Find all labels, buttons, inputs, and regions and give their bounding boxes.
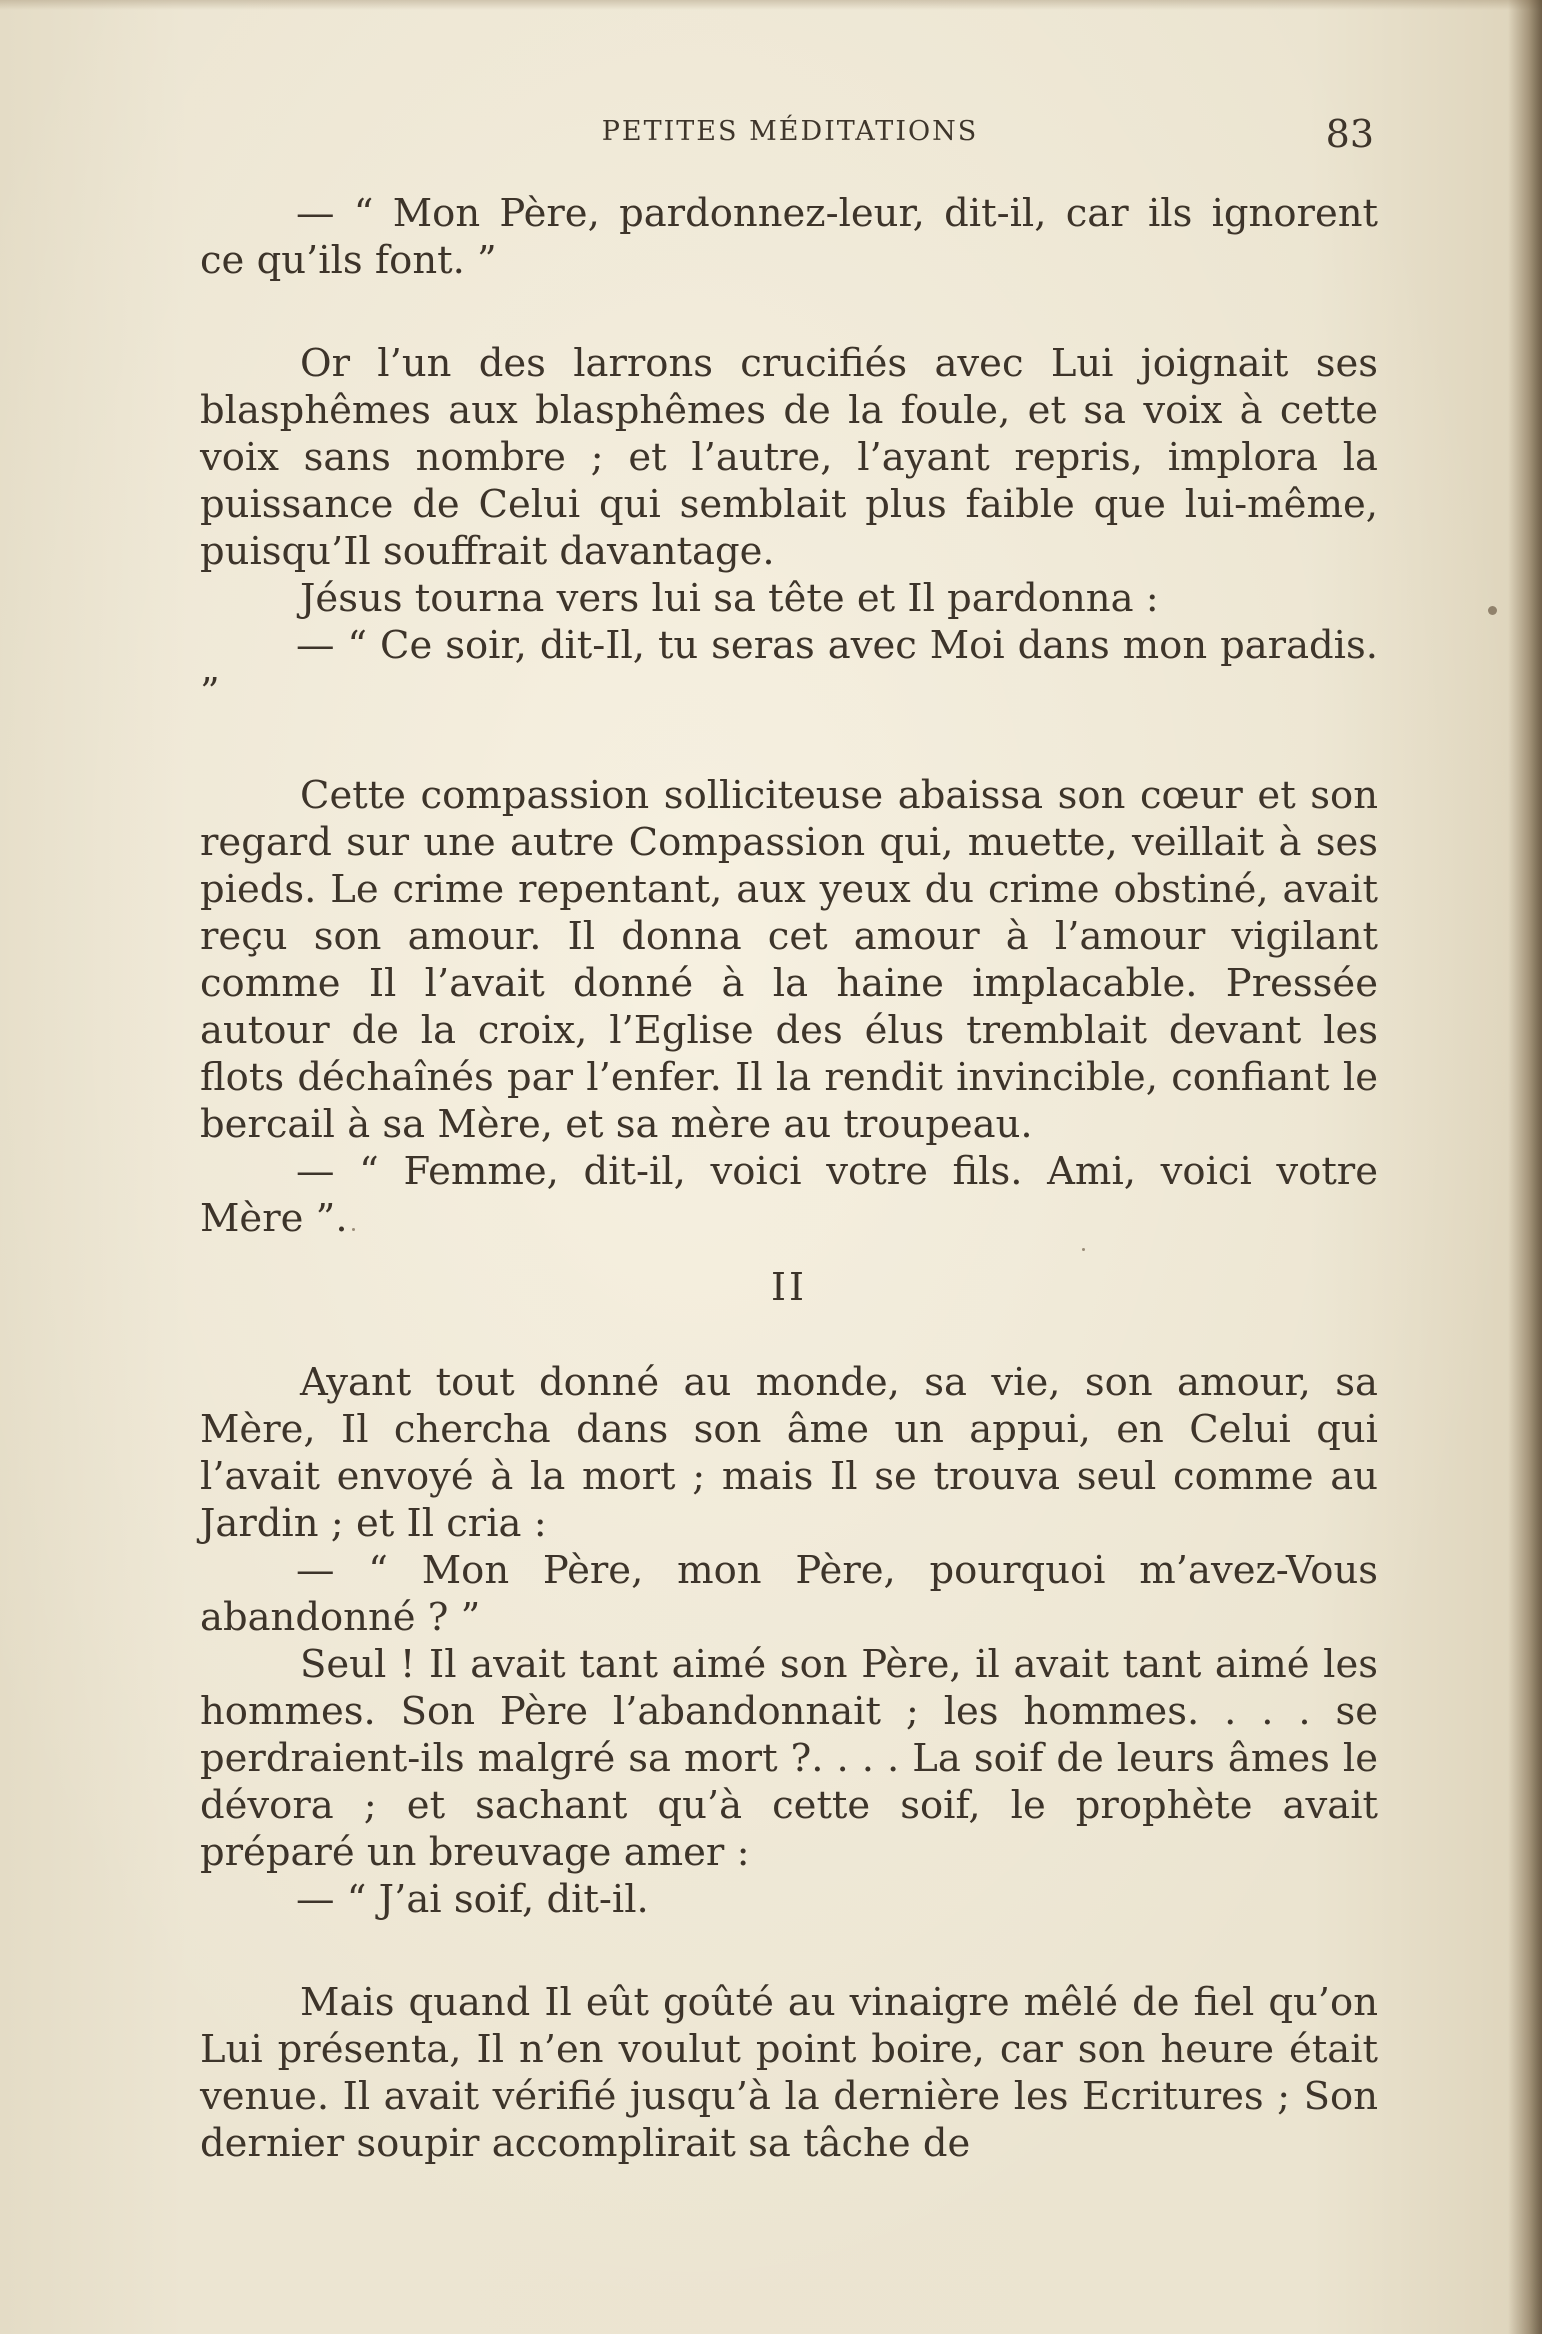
paragraph-quote-mother: — “ Femme, dit-il, voici votre fils. Ami, voici votre Mère ”. (200, 1149, 1378, 1241)
page-number: 83 (1325, 112, 1374, 156)
paragraph-compassion: Cette compassion solliciteuse abaissa son cœur et son regard sur une autre Compassion qui, muette, veillait à ses pieds. Le crime repentant, aux yeux du crime obstiné, avait reçu son amour. Il donna cet amour à l’amour vigilant comme Il l’avait donné à la haine implacable. Pressée autour de la croix, l’Eglise des élus tremblait devant les flots déchaînés par l’enfer. Il la rendit invincible, confiant le bercail à sa Mère, et sa mère au troupeau. (200, 773, 1378, 1147)
running-title: PETITES MÉDITATIONS (601, 116, 979, 147)
section-number: II (770, 1265, 808, 1309)
paragraph-quote-paradise: — “ Ce soir, dit-Il, tu seras avec Moi dans mon paradis. ” (200, 623, 1378, 715)
paragraph-thieves: Or l’un des larrons crucifiés avec Lui joignait ses blasphêmes aux blasphêmes de la foule, et sa voix à cette voix sans nombre ; et l’autre, l’ayant repris, implora la puissance de Celui qui semblait plus faible que lui-même, puisqu’Il souffrait davantage. (200, 341, 1378, 574)
spine-shadow (1508, 0, 1542, 2334)
paragraph-quote-pardon: — “ Mon Père, pardonnez-leur, dit-il, car ils ignorent ce qu’ils font. ” (200, 191, 1378, 283)
paragraph-vinegar: Mais quand Il eût goûté au vinaigre mêlé de fiel qu’on Lui présenta, Il n’en voulut point boire, car son heure était venue. Il avait vérifié jusqu’à la dernière les Ecritures ; Son dernier soupir accomplirait sa tâche de (200, 1980, 1378, 2166)
page-top-edge (0, 0, 1542, 10)
paragraph-abandonment: Ayant tout donné au monde, sa vie, son amour, sa Mère, Il chercha dans son âme un appui, en Celui qui l’avait envoyé à la mort ; mais Il se trouva seul comme au Jardin ; et Il cria : (200, 1360, 1378, 1546)
page-body (200, 190, 1378, 2167)
paragraph-quote-thirst: — “ J’ai soif, dit-il. (296, 1877, 649, 1922)
paragraph-alone: Seul ! Il avait tant aimé son Père, il avait tant aimé les hommes. Son Père l’abandonnait ; les hommes. . . . se perdraient-ils malgré sa mort ?. . . . La soif de leurs âmes le dévora ; et sachant qu’à cette soif, le prophète avait préparé un breuvage amer : (200, 1642, 1378, 1875)
paragraph-quote-forsaken: — “ Mon Père, mon Père, pourquoi m’avez-Vous abandonné ? ” (200, 1548, 1378, 1640)
page-header (200, 112, 1380, 162)
paragraph-jesus-pardons: Jésus tourna vers lui sa tête et Il pardonna : (300, 576, 1159, 621)
